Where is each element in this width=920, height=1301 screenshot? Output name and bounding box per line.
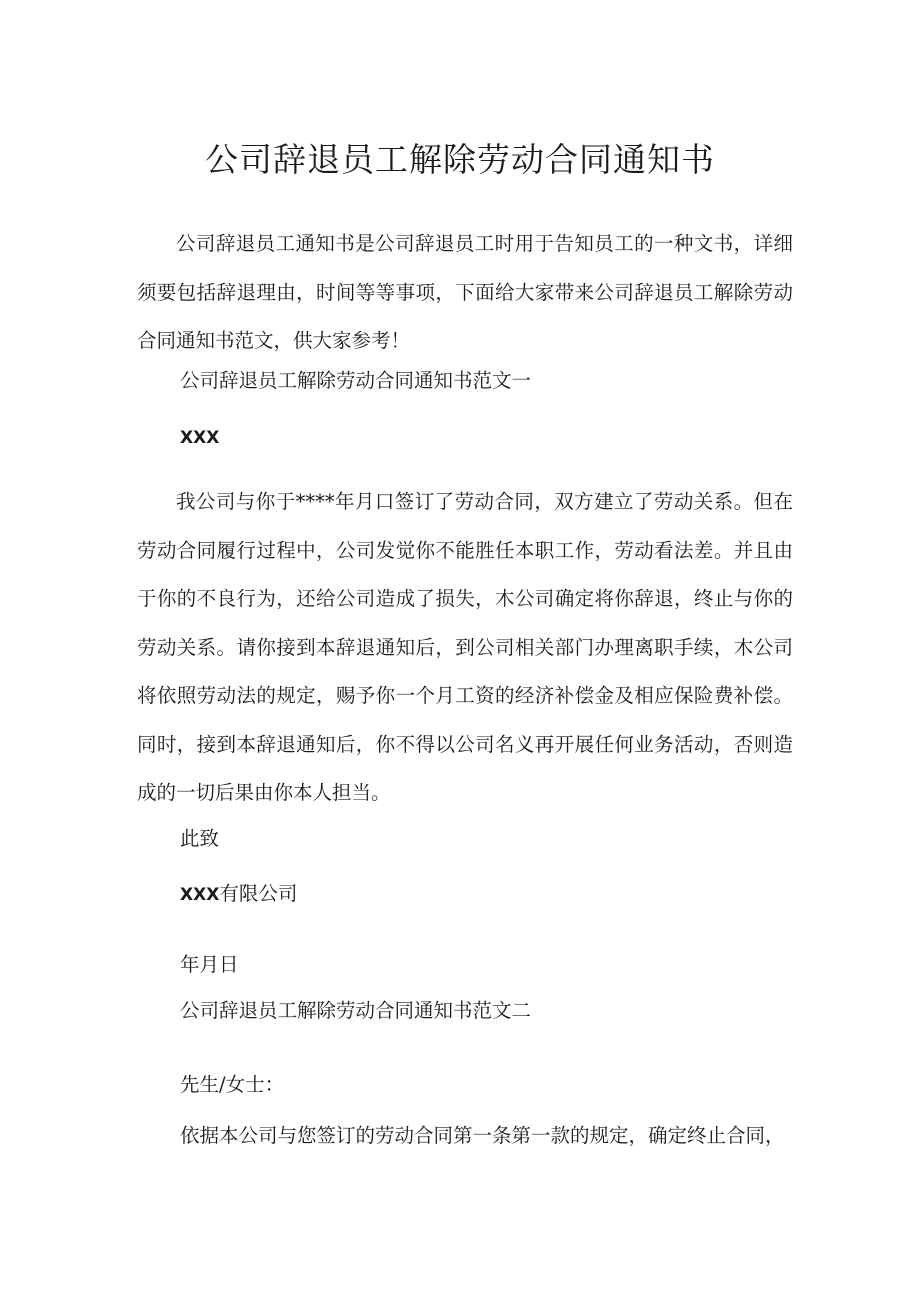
document-title: 公司辞退员工解除劳动合同通知书 bbox=[205, 140, 715, 179]
sample1-closing: 此致 bbox=[180, 827, 220, 850]
sample2-addressee: 先生/女士： bbox=[180, 1073, 285, 1096]
sample1-signature bbox=[180, 879, 297, 910]
intro-paragraph: 公司辞退员工通知书是公司辞退员工时用于告知员工的一种文书，详细须要包括辞退理由，时间等等事项，下面给大家带来公司辞退员工解除劳动合同通知书范文，供大家参考！ bbox=[137, 232, 793, 352]
sample1-addressee: XXX bbox=[180, 428, 220, 448]
sample1-body: 我公司与你于****年月口签订了劳动合同，双方建立了劳动关系。但在劳动合同履行过程中，公司发觉你不能胜任本职工作，劳动看法差。并且由于你的不良行为，还给公司造成了损失，木公司确定将你辞退，终止与你的劳动关系。请你接到本辞退通知后，到公司相关部门办理离职手续，木公司将依照劳动法的规定，赐予你一个月工资的经济补偿金及相应保险费补偿。同时，接到本辞退通知后，你不得以公司名义再开展任何业务活动，否则造成的一切后果由你本人担当。 bbox=[137, 490, 793, 804]
signature-company-prefix: XXX bbox=[180, 885, 220, 905]
signature-company-suffix: 有限公司 bbox=[219, 882, 298, 905]
sample2-heading: 公司辞退员工解除劳动合同通知书范文二 bbox=[180, 999, 532, 1022]
sample1-heading: 公司辞退员工解除劳动合同通知书范文一 bbox=[180, 369, 532, 392]
sample1-date: 年月日 bbox=[180, 953, 239, 976]
sample2-body-start: 依据本公司与您签订的劳动合同第一条第一款的规定，确定终止合同， bbox=[180, 1124, 785, 1147]
